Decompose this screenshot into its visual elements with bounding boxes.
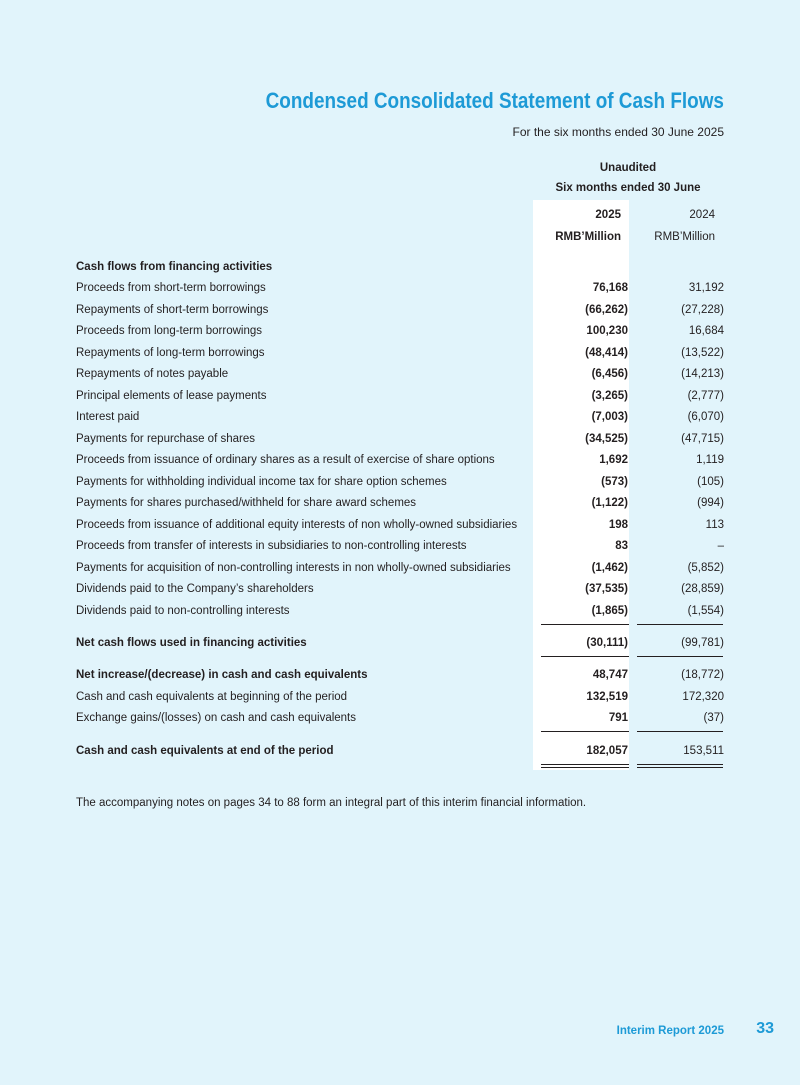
value-2025: (7,003) [591,411,628,423]
row-label: Cash and cash equivalents at end of the period [76,745,334,757]
value-2024: 172,320 [682,691,724,703]
value-2025: 83 [615,540,628,552]
value-2025: 76,168 [592,282,628,294]
row-label: Cash flows from financing activities [76,261,273,273]
value-2024: (37) [703,712,724,724]
row-label: Payments for acquisition of non-controlling interests in non wholly-owned subsidiaries [76,562,511,574]
table-row [76,364,724,386]
value-2025: 198 [608,519,628,531]
value-2025: (48,414) [585,347,628,359]
row-label: Repayments of notes payable [76,368,229,380]
row-label: Interest paid [76,411,140,423]
row-label: Proceeds from short-term borrowings [76,282,266,294]
value-2024: 31,192 [688,282,724,294]
value-2024: (14,213) [681,368,724,380]
row-label: Exchange gains/(losses) on cash and cash equivalents [76,712,357,724]
value-2025: 791 [608,712,628,724]
row-label: Payments for repurchase of shares [76,433,255,445]
value-2024: 1,119 [696,454,724,466]
row-label: Proceeds from issuance of ordinary shares as a result of exercise of share options [76,454,495,466]
value-2024: (99,781) [681,637,724,649]
value-2025: (1,462) [591,562,628,574]
value-2024: (28,859) [681,583,724,595]
subtotal-rule-2025 [541,624,629,625]
value-2024: 153,511 [683,745,724,757]
value-2024: (18,772) [681,669,724,681]
row-label: Payments for shares purchased/withheld for share award schemes [76,497,417,509]
table-row [76,300,724,322]
row-label: Proceeds from issuance of additional equity interests of non wholly-owned subsidiaries [76,519,518,531]
table-row [76,687,724,709]
value-2025: 132,519 [586,691,628,703]
value-2025: (30,111) [586,637,628,649]
value-2025: (66,262) [585,304,628,316]
value-2024: (47,715) [681,433,724,445]
period-header: Six months ended 30 June [555,182,701,194]
row-label: Net increase/(decrease) in cash and cash equivalents [76,669,368,681]
value-2025: 182,057 [586,745,628,757]
unaudited-header: Unaudited [599,162,657,174]
value-2024: (27,228) [681,304,724,316]
row-label: Proceeds from long-term borrowings [76,325,262,337]
table-row [76,472,724,494]
value-2024: 16,684 [688,325,724,337]
value-2024: (1,554) [687,605,724,617]
table-row [76,386,724,408]
row-label: Repayments of long-term borrowings [76,347,265,359]
page-subtitle: For the six months ended 30 June 2025 [512,125,724,139]
value-2024: – [717,540,724,552]
value-2025: (573) [601,476,628,488]
total-double-rule-2025-bottom [541,767,629,768]
row-label: Payments for withholding individual income tax for share option schemes [76,476,447,488]
subtotal-rule-2025 [541,656,629,657]
subtotal-rule-2024 [637,656,723,657]
table-row [76,558,724,580]
page-number: 33 [756,1020,774,1037]
total-double-rule-2024-top [637,764,723,765]
value-2024: (13,522) [681,347,724,359]
subtotal-rule-2024 [637,731,723,732]
table-row [76,450,724,472]
value-2024: (2,777) [687,390,724,402]
row-label: Repayments of short-term borrowings [76,304,269,316]
table-row [76,579,724,601]
table-row [76,429,724,451]
table-row [76,536,724,558]
value-2025: (1,122) [591,497,628,509]
value-2025: (6,456) [591,368,628,380]
column-header-2024-year: 2024 [689,209,715,221]
row-label: Principal elements of lease payments [76,390,267,402]
table-row [76,601,724,623]
subtotal-rule-2024 [637,624,723,625]
table-row [76,321,724,343]
value-2025: (1,865) [591,605,628,617]
column-header-2025-unit: RMB’Million [555,231,621,243]
row-label: Dividends paid to non-controlling interests [76,605,290,617]
value-2024: (994) [697,497,724,509]
row-label: Dividends paid to the Company’s shareholders [76,583,314,595]
value-2024: (6,070) [687,411,724,423]
value-2025: 100,230 [586,325,628,337]
table-row [76,407,724,429]
column-header-2024-unit: RMB’Million [654,231,715,243]
table-row [76,708,724,730]
total-double-rule-2024-bottom [637,767,723,768]
value-2025: (37,535) [585,583,628,595]
value-2025: (34,525) [585,433,628,445]
value-2025: 1,692 [599,454,628,466]
value-2025: (3,265) [591,390,628,402]
value-2025: 48,747 [592,669,628,681]
table-row [76,278,724,300]
table-row-total [76,741,724,763]
table-row-subtotal [76,665,724,687]
value-2024: (105) [697,476,724,488]
table-row [76,493,724,515]
footnote: The accompanying notes on pages 34 to 88 form an integral part of this interim financial information. [76,797,587,809]
table-row-subtotal [76,633,724,655]
row-label: Cash and cash equivalents at beginning of the period [76,691,348,703]
column-header-2025-year: 2025 [595,209,621,221]
row-label: Net cash flows used in financing activities [76,637,307,649]
subtotal-rule-2025 [541,731,629,732]
page-title: Condensed Consolidated Statement of Cash Flows [265,88,724,113]
value-2024: (5,852) [687,562,724,574]
table-row [76,515,724,537]
row-label: Proceeds from transfer of interests in subsidiaries to non-controlling interests [76,540,467,552]
value-2024: 113 [705,519,724,531]
report-name: Interim Report 2025 [616,1025,724,1037]
total-double-rule-2025-top [541,764,629,765]
table-row-section-heading [76,257,724,279]
table-row [76,343,724,365]
